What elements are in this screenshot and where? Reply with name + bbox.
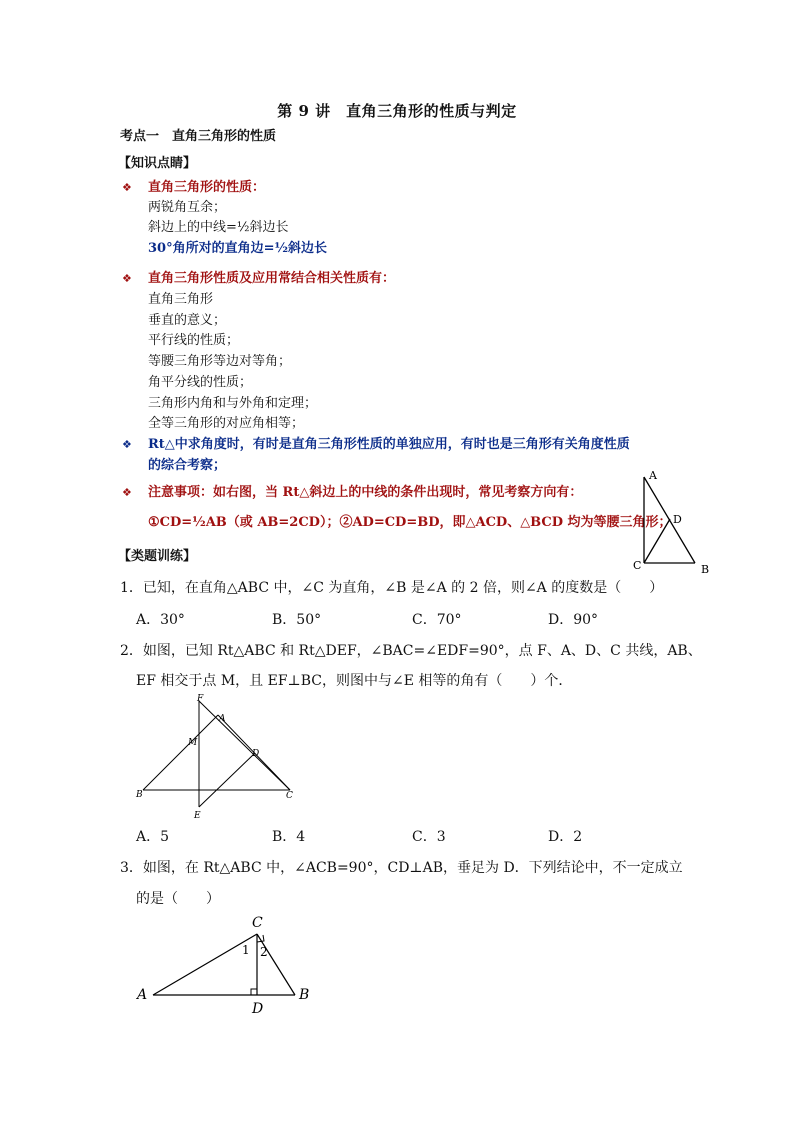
q3-figure — [133, 912, 323, 1022]
block1-line: 两锐角互余； — [148, 200, 227, 215]
label-f: F — [197, 694, 204, 704]
question-2-line1: 2．如图，已知 Rt△ABC 和 Rt△DEF，∠BAC=∠EDF=90°，点 F、A、D、C 共线，AB、 — [120, 643, 702, 659]
q2-option-b: B．4 — [272, 829, 306, 845]
block2-line: 角平分线的性质； — [148, 375, 253, 390]
block2-line: 三角形内角和与外角和定理； — [148, 396, 318, 411]
q2-option-a: A．5 — [136, 829, 170, 845]
bullet-icon: ❖ — [122, 272, 132, 285]
label-m: M — [188, 738, 198, 748]
label-c: C — [633, 559, 642, 572]
q2-figure — [133, 690, 308, 820]
block4-line: 注意事项：如右图，当 Rt△斜边上的中线的条件出现时，常见考察方向有： — [148, 485, 583, 500]
angle-2-label: 2 — [260, 945, 268, 959]
q2-option-c: C．3 — [412, 829, 446, 845]
block2-line: 直角三角形 — [148, 292, 214, 307]
label-e: E — [194, 811, 201, 820]
q1-option-c: C．70° — [412, 612, 462, 628]
right-triangle-figure — [625, 465, 720, 577]
label-a: A — [649, 469, 657, 482]
label-b: B — [299, 987, 310, 1003]
block3-line: Rt△中求角度时，有时是直角三角形性质的单独应用，有时也是三角形有关角度性质 — [148, 437, 630, 452]
label-d: D — [673, 513, 682, 526]
bullet-icon: ❖ — [122, 438, 132, 451]
block1-blue-line: 30°角所对的直角边=½斜边长 — [148, 241, 328, 256]
q1-option-b: B．50° — [272, 612, 322, 628]
question-1: 1．已知，在直角△ABC 中，∠C 为直角，∠B 是∠A 的 2 倍，则∠A 的度数是（ ） — [120, 580, 664, 596]
label-d: D — [252, 749, 260, 759]
block2-line: 全等三角形的对应角相等； — [148, 416, 305, 431]
block1-line: 斜边上的中线=½斜边长 — [148, 220, 289, 235]
angle-1-label: 1 — [242, 943, 250, 957]
q2-option-d: D．2 — [548, 829, 583, 845]
block3-line: 的综合考察； — [148, 458, 227, 473]
knowledge-heading: 【知识点睛】 — [118, 156, 197, 171]
block2-heading: 直角三角形性质及应用常结合相关性质有： — [148, 271, 396, 286]
block4-line: ①CD=½AB（或 AB=2CD）；②AD=CD=BD，即△ACD、△BCD 均为等腰三角形； — [148, 515, 672, 530]
section-heading: 考点一 直角三角形的性质 — [120, 129, 277, 144]
label-c: C — [252, 915, 263, 931]
q1-option-a: A．30° — [136, 612, 185, 628]
bullet-icon: ❖ — [122, 181, 132, 194]
label-b: B — [701, 563, 710, 576]
label-a: A — [219, 714, 226, 724]
block2-line: 等腰三角形等边对等角； — [148, 354, 292, 369]
question-3-line2: 的是（ ） — [136, 891, 220, 907]
label-d: D — [252, 1001, 264, 1017]
page-title: 第 9 讲 直角三角形的性质与判定 — [277, 102, 517, 120]
label-b: B — [136, 790, 143, 800]
question-2-line2: EF 相交于点 M，且 EF⊥BC，则图中与∠E 相等的角有（ ）个． — [136, 673, 573, 689]
question-3-line1: 3．如图，在 Rt△ABC 中，∠ACB=90°，CD⊥AB，垂足为 D．下列结论中，不一定成立 — [120, 860, 683, 876]
q1-option-d: D．90° — [548, 612, 599, 628]
training-heading: 【类题训练】 — [118, 549, 197, 564]
label-c: C — [286, 791, 293, 801]
block2-line: 平行线的性质； — [148, 333, 240, 348]
bullet-icon: ❖ — [122, 486, 132, 499]
label-a: A — [137, 987, 148, 1003]
block1-heading: 直角三角形的性质： — [148, 180, 266, 195]
block2-line: 垂直的意义； — [148, 313, 227, 328]
